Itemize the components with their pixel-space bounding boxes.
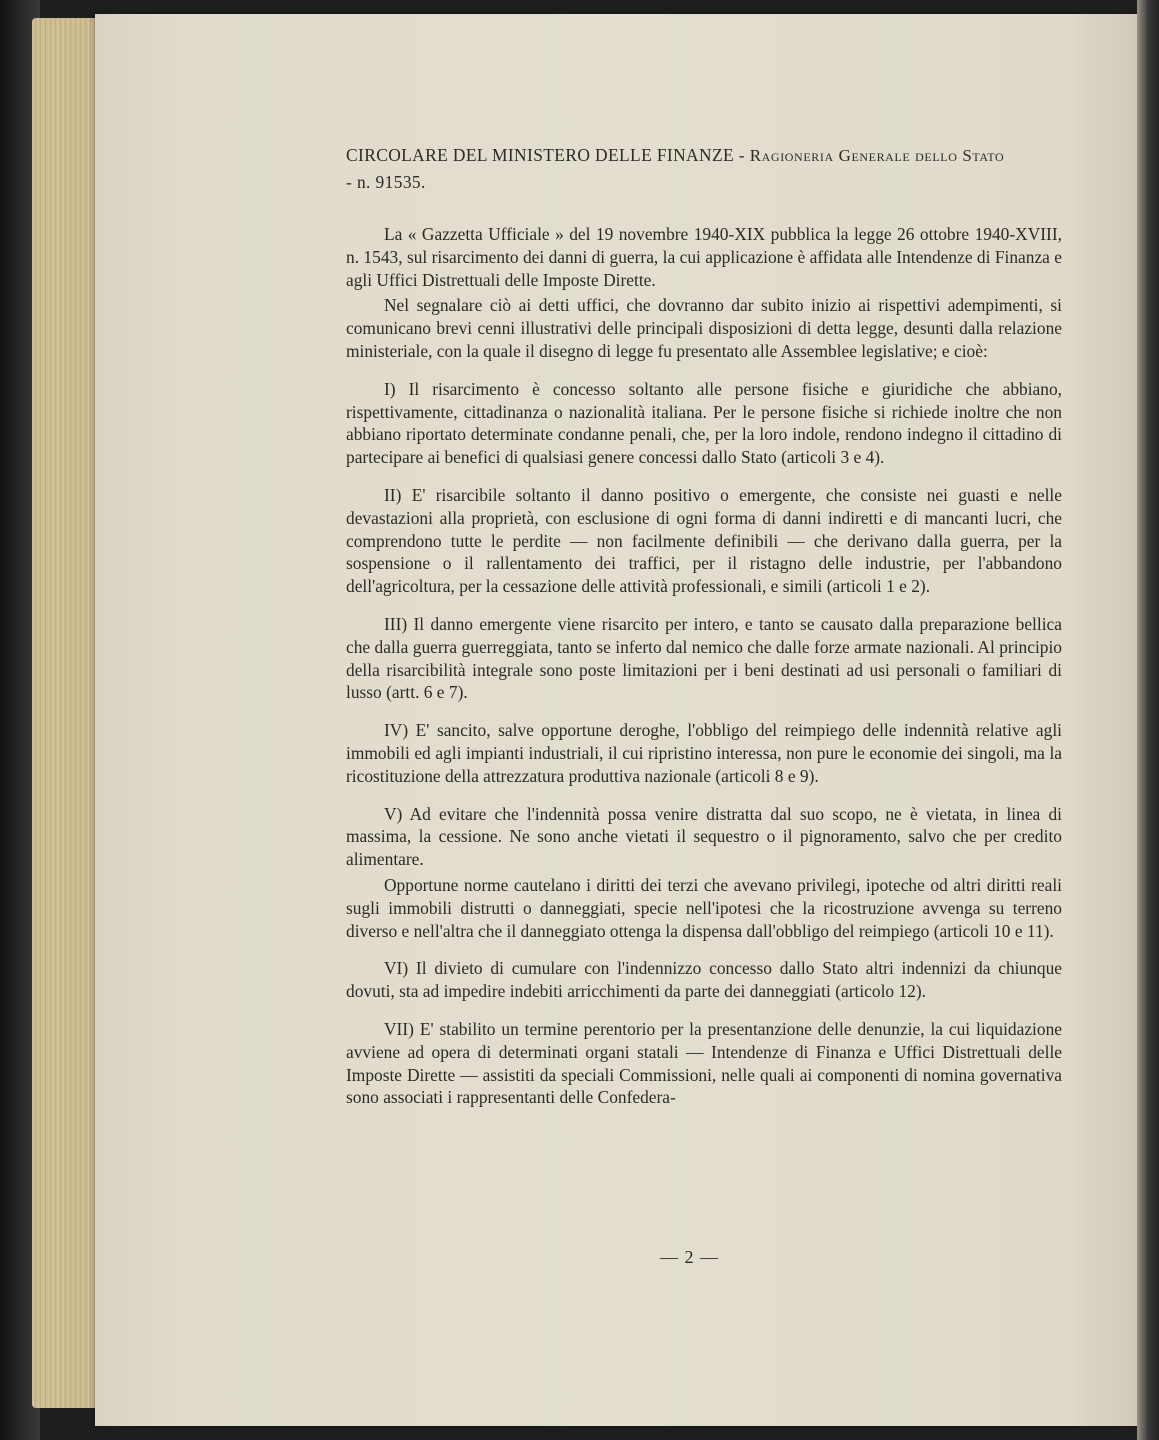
page-number: — 2 — bbox=[660, 1247, 719, 1267]
paragraph-third-party-rights: Opportune norme cautelano i diritti dei terzi che avevano privilegi, ipoteche od altri diritti reali sugli immobili distrutti o danneggiati, specie nell'ipotesi che la ricostruzione avvenga su terreno diverso e nell'altra che il danneggiato ottenga la dispensa dall'obbligo del reimpiego (articoli 10 e 11). bbox=[346, 874, 1062, 941]
paragraph-point-4: IV) E' sancito, salve opportune deroghe, l'obbligo del reimpiego delle indennità relative agli immobili ed agli impianti industriali, il cui ripristino interessa, non pure le economie dei singoli, ma la ricostituzione della attrezzatura produttiva nazionale (articoli 8 e 9). bbox=[346, 720, 1062, 786]
paragraph-notice: Nel segnalare ciò ai detti uffici, che dovranno dar subito inizio ai rispettivi adempimenti, si comunicano brevi cenni illustrativi delle principali disposizioni di detta legge, desunti dalla relazione ministeriale, con la quale il disegno di legge fu presentato alle Assemblee legislative; e cioè: bbox=[346, 295, 1062, 361]
paragraph-point-2: II) E' risarcibile soltanto il danno positivo o emergente, che consiste nei guasti e nelle devastazioni alla proprietà, con esclusione di ogni forma di danni indiretti e di mancanti lucri, che comprendono tutte le perdite — non facilmente definibili — che derivano dalla guerra, per la sospensione o il rallentamento dei traffici, per il ristagno delle industrie, per l'abbandono dell'agricoltura, per la cessazione delle attività professionali, e simili (articoli 1 e 2). bbox=[346, 484, 1062, 597]
heading-title: CIRCOLARE DEL MINISTERO DELLE FINANZE bbox=[346, 145, 735, 165]
heading-separator: - bbox=[734, 145, 750, 165]
facing-page-edge bbox=[1137, 0, 1159, 1440]
circular-number: - n. 91535. bbox=[346, 172, 426, 192]
paragraph-point-6: VI) Il divieto di cumulare con l'indennizzo concesso dallo Stato altri indennizi da chiunque dovuti, sta ad impedire indebiti arricchimenti da parte dei danneggiati (articolo 12). bbox=[346, 958, 1062, 1002]
paragraph-point-1: I) Il risarcimento è concesso soltanto alle persone fisiche e giuridiche che abbiano, rispettivamente, cittadinanza o nazionalità italiana. Per le persone fisiche si richiede inoltre che non abbiano riportato determinate condanne penali, che, per la loro indole, rendono indegno il cittadino di partecipare ai benefici di qualsiasi genere concessi dallo Stato (articoli 3 e 4). bbox=[346, 378, 1062, 468]
paragraph-point-7: VII) E' stabilito un termine perentorio per la presentanzione delle denunzie, la cui liquidazione avviene ad opera di determinati organi statali — Intendenze di Finanza e Uffici Distrettuali delle Imposte Dirette — assistiti da speciali Commissioni, nelle quali ai componenti di nomina governativa sono associati i rappresentanti delle Confedera- bbox=[346, 1018, 1062, 1108]
document-body bbox=[346, 142, 1062, 1109]
paragraph-point-3: III) Il danno emergente viene risarcito per intero, e tanto se causato dalla preparazione bellica che dalla guerra guerreggiata, tanto se inferto dal nemico che dalle forze armate nazionali. Al principio della risarcibilità integrale sono poste limitazioni per i beni destinati ad usi personali o familiari di lusso (artt. 6 e 7). bbox=[346, 613, 1062, 703]
paragraph-point-5: V) Ad evitare che l'indennità possa venire distratta dal suo scopo, ne è vietata, in linea di massima, la cessione. Ne sono anche vietati il sequestro o il pignoramento, salvo che per credito alimentare. bbox=[346, 803, 1062, 870]
heading-subtitle: Ragioneria Generale dello Stato bbox=[749, 146, 1005, 165]
document-heading bbox=[346, 142, 1062, 169]
paragraph-intro: La « Gazzetta Ufficiale » del 19 novembre 1940-XIX pubblica la legge 26 ottobre 1940-XVIII, n. 1543, sul risarcimento dei danni di guerra, la cui applicazione è affidata alle Intendenze di Finanza e agli Uffici Distrettuali delle Imposte Dirette. bbox=[346, 224, 1062, 290]
